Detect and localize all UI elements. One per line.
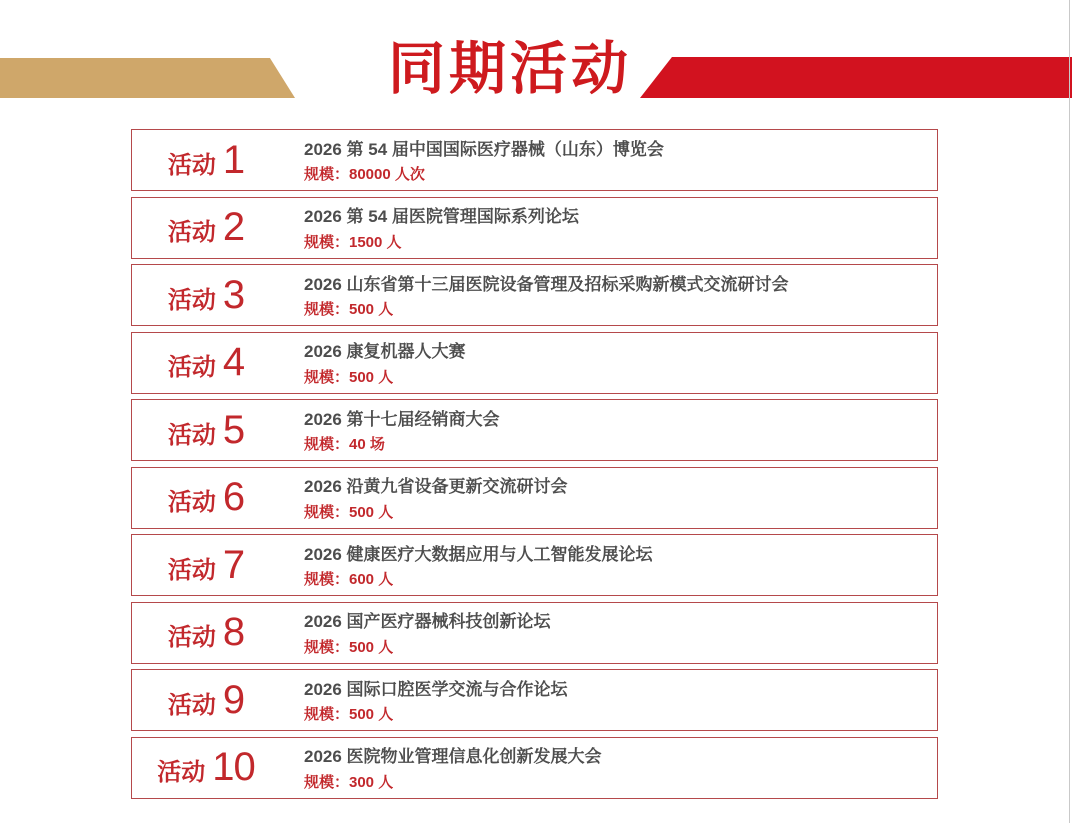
activity-title: 2026 第 54 届中国国际医疗器械（山东）博览会 xyxy=(304,139,664,159)
activity-title: 2026 国际口腔医学交流与合作论坛 xyxy=(304,679,568,699)
activity-label xyxy=(132,340,304,385)
page-title: 同期活动 xyxy=(388,37,632,101)
activity-row xyxy=(131,534,938,596)
activity-label xyxy=(132,745,304,790)
activity-row xyxy=(131,737,938,799)
activity-label-prefix: 活动 xyxy=(167,354,216,381)
activity-label-prefix: 活动 xyxy=(167,624,216,651)
activity-row xyxy=(131,264,938,326)
activity-number: 3 xyxy=(222,272,245,317)
activity-content xyxy=(304,608,937,656)
activity-content xyxy=(304,406,937,454)
activity-number: 1 xyxy=(222,137,245,182)
activity-scale: 规模：300 人 xyxy=(304,773,394,791)
header-right-red-ribbon xyxy=(640,57,1072,98)
activity-content xyxy=(304,743,937,791)
activity-title: 2026 健康医疗大数据应用与人工智能发展论坛 xyxy=(304,544,653,564)
activity-label xyxy=(132,610,304,655)
activity-scale: 规模：500 人 xyxy=(304,368,394,386)
activity-content xyxy=(304,203,937,251)
activity-number: 4 xyxy=(222,340,245,384)
page-right-edge xyxy=(1069,0,1070,823)
activity-label-prefix: 活动 xyxy=(167,219,216,246)
activity-scale: 规模：1500 人 xyxy=(304,233,402,251)
activity-content xyxy=(304,136,937,184)
activity-scale: 规模：80000 人次 xyxy=(304,166,425,184)
activity-label xyxy=(132,543,304,588)
activity-row xyxy=(131,669,938,731)
activity-label-prefix: 活动 xyxy=(157,759,206,786)
activity-label xyxy=(132,138,304,183)
activity-row xyxy=(131,129,938,191)
activity-label xyxy=(132,273,304,318)
activity-row xyxy=(131,399,938,461)
activity-scale: 规模：500 人 xyxy=(304,706,394,724)
activity-content xyxy=(304,271,937,319)
activity-label xyxy=(132,408,304,453)
activity-scale: 规模：500 人 xyxy=(304,503,394,521)
activity-title: 2026 山东省第十三届医院设备管理及招标采购新模式交流研讨会 xyxy=(304,274,789,294)
activity-label xyxy=(132,678,304,723)
activity-scale: 规模：600 人 xyxy=(304,571,394,589)
activity-scale: 规模：500 人 xyxy=(304,638,394,656)
activity-number: 10 xyxy=(212,745,255,789)
activity-row xyxy=(131,467,938,529)
activity-scale: 规模：40 场 xyxy=(304,436,385,454)
activity-title: 2026 第 54 届医院管理国际系列论坛 xyxy=(304,207,579,227)
activity-title: 2026 康复机器人大赛 xyxy=(304,342,466,362)
activity-scale: 规模：500 人 xyxy=(304,301,394,319)
activity-content xyxy=(304,473,937,521)
activity-number: 2 xyxy=(222,205,245,249)
activity-title: 2026 第十七届经销商大会 xyxy=(304,409,500,429)
activity-label-prefix: 活动 xyxy=(167,556,216,584)
activity-content xyxy=(304,541,937,589)
activity-title: 2026 沿黄九省设备更新交流研讨会 xyxy=(304,477,568,497)
activity-label xyxy=(132,475,304,520)
activity-number: 5 xyxy=(222,407,245,452)
activity-number: 7 xyxy=(222,542,245,587)
activity-row xyxy=(131,602,938,664)
activity-number: 8 xyxy=(222,610,245,654)
activity-label-prefix: 活动 xyxy=(167,421,216,449)
activity-label-prefix: 活动 xyxy=(167,151,216,179)
activity-list xyxy=(131,129,938,804)
activity-row xyxy=(131,197,938,259)
activity-number: 9 xyxy=(222,677,245,722)
activity-label xyxy=(132,205,304,250)
activity-title: 2026 医院物业管理信息化创新发展大会 xyxy=(304,747,602,767)
header-left-tan-ribbon xyxy=(0,58,295,98)
activity-title: 2026 国产医疗器械科技创新论坛 xyxy=(304,612,551,632)
activity-label-prefix: 活动 xyxy=(167,489,216,516)
activity-number: 6 xyxy=(222,475,245,519)
activity-label-prefix: 活动 xyxy=(167,691,216,719)
activity-content xyxy=(304,338,937,386)
activity-row xyxy=(131,332,938,394)
activity-label-prefix: 活动 xyxy=(167,286,216,314)
activity-content xyxy=(304,676,937,724)
